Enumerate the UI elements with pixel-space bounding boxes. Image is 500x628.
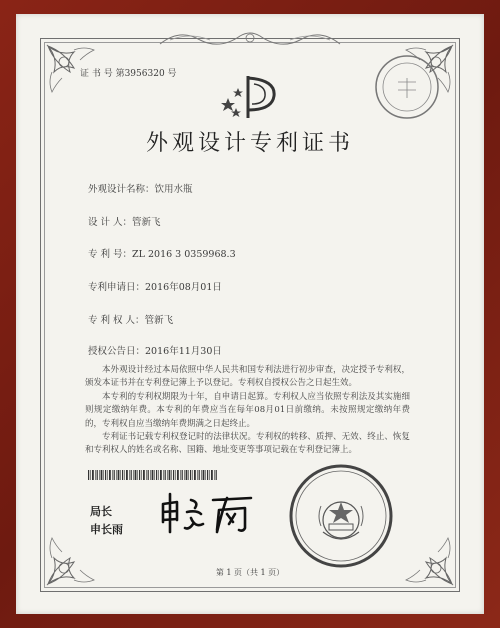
barcode-icon: [88, 470, 218, 480]
body-paragraph: 专利证书记载专利权登记时的法律状况。专利权的转移、质押、无效、终止、恢复和专利权人的姓名或名称、国籍、地址变更等事项记载在专利登记簿上。: [85, 432, 410, 456]
top-ornament-band: [150, 26, 350, 50]
designer-value: 管新飞: [132, 217, 161, 228]
patent-number-value: ZL 2016 3 0359968.3: [132, 249, 236, 260]
patent-office-logo-icon: [218, 72, 288, 122]
patentee-label: 专 利 权 人：: [88, 315, 145, 326]
patentee-field: [88, 312, 173, 326]
certificate-body: [85, 364, 410, 458]
patent-number-field: [88, 246, 236, 260]
certificate-title: 外观设计专利证书: [145, 131, 354, 156]
official-seal-icon: [287, 462, 395, 570]
page-footer: 第 1 页（共 1 页）: [215, 568, 285, 577]
patent-number-label: 专 利 号：: [88, 249, 133, 260]
application-date-field: [88, 279, 222, 293]
designer-label: 设 计 人：: [88, 217, 133, 228]
director-signature: [155, 488, 265, 538]
certificate-number: 证 书 号 第3956320 号: [80, 69, 177, 79]
grant-date-label: 授权公告日：: [88, 346, 146, 357]
director-title: 局长: [90, 505, 112, 518]
application-date-label: 专利申请日：: [88, 282, 146, 293]
director-name: 申长雨: [90, 523, 123, 536]
application-date-value: 2016年08月01日: [145, 282, 222, 293]
body-paragraph: 本外观设计经过本局依照中华人民共和国专利法进行初步审查，决定授予专利权，颁发本证书并在专利登记簿上予以登记。专利权自授权公告之日起生效。: [85, 365, 410, 389]
design-name-field: [88, 181, 193, 195]
patentee-value: 管新飞: [144, 315, 174, 326]
body-paragraph: 本专利的专利权期限为十年，自申请日起算。专利权人应当依照专利法及其实施细则规定缴纳年费。本专利的年费应当在每年08月01日前缴纳。未按照规定缴纳年费的，专利权自应当缴纳年费期满之日起终止。: [85, 391, 410, 429]
registration-stamp-icon: [372, 52, 442, 122]
designer-field: [88, 214, 161, 228]
grant-date-field: [88, 343, 222, 357]
design-name-value: 饮用水瓶: [154, 184, 193, 195]
design-name-label: 外观设计名称：: [88, 184, 155, 195]
grant-date-value: 2016年11月30日: [145, 346, 222, 357]
